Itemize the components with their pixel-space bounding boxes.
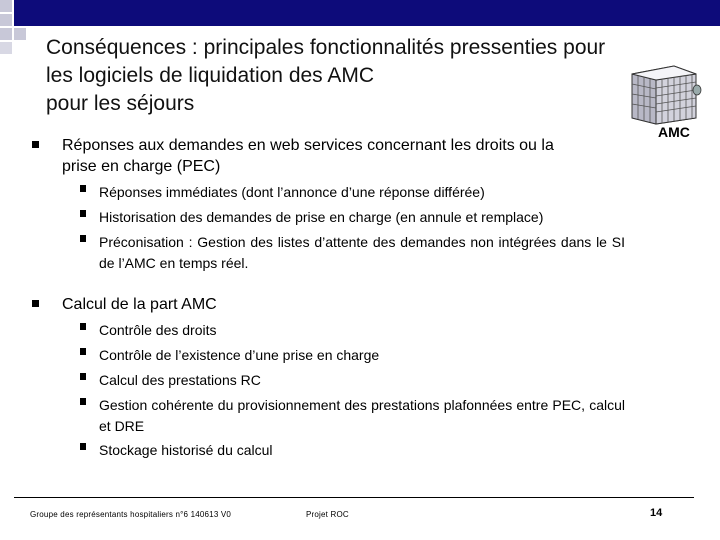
square-bullet-icon — [80, 210, 86, 217]
sub-bullet-text: Calcul des prestations RC — [99, 372, 261, 388]
footer-group-text: Groupe des représentants hospitaliers n°6 140613 V0 — [30, 510, 232, 519]
square-bullet-icon — [80, 443, 86, 450]
office-building-icon — [626, 62, 702, 126]
footer-project-text: Projet ROC — [306, 510, 349, 519]
square-bullet-icon — [80, 373, 86, 380]
sub-bullet-text: Gestion cohérente du provisionnement des prestations plafonnées entre PEC, calcul et DRE — [99, 397, 625, 434]
sub-bullet-text: Stockage historisé du calcul — [99, 442, 273, 458]
square-bullet-icon — [80, 348, 86, 355]
title-line-2: les logiciels de liquidation des AMC — [46, 64, 375, 87]
square-bullet-icon — [32, 300, 39, 307]
page-number: 14 — [650, 507, 663, 519]
footer-rule — [14, 497, 694, 498]
bullet-text-line: prise en charge (PEC) — [62, 158, 221, 175]
square-bullet-icon — [32, 141, 39, 148]
square-bullet-icon — [80, 398, 86, 405]
sub-bullet-text: Réponses immédiates (dont l’annonce d’une réponse différée) — [99, 184, 485, 200]
header-bar — [14, 0, 720, 26]
sub-bullet-text: Contrôle des droits — [99, 322, 217, 338]
sub-bullet-text: Contrôle de l’existence d’une prise en charge — [99, 347, 380, 363]
sub-bullet-text: Historisation des demandes de prise en charge (en annule et remplace) — [99, 209, 544, 225]
square-bullet-icon — [80, 323, 86, 330]
bullet-text-line: Calcul de la part AMC — [62, 296, 217, 313]
slide-title — [46, 34, 706, 118]
title-line-3: pour les séjours — [46, 92, 195, 115]
sub-bullet-text: Préconisation : Gestion des listes d’attente des demandes non intégrées dans le SI de l’AMC en temps réel. — [99, 234, 625, 271]
square-bullet-icon — [80, 185, 86, 192]
title-line-1: Conséquences : principales fonctionnalités pressenties pour — [46, 36, 606, 59]
square-bullet-icon — [80, 235, 86, 242]
amc-label: AMC — [658, 124, 690, 140]
bullet-text-line: Réponses aux demandes en web services concernant les droits ou la — [62, 137, 554, 154]
